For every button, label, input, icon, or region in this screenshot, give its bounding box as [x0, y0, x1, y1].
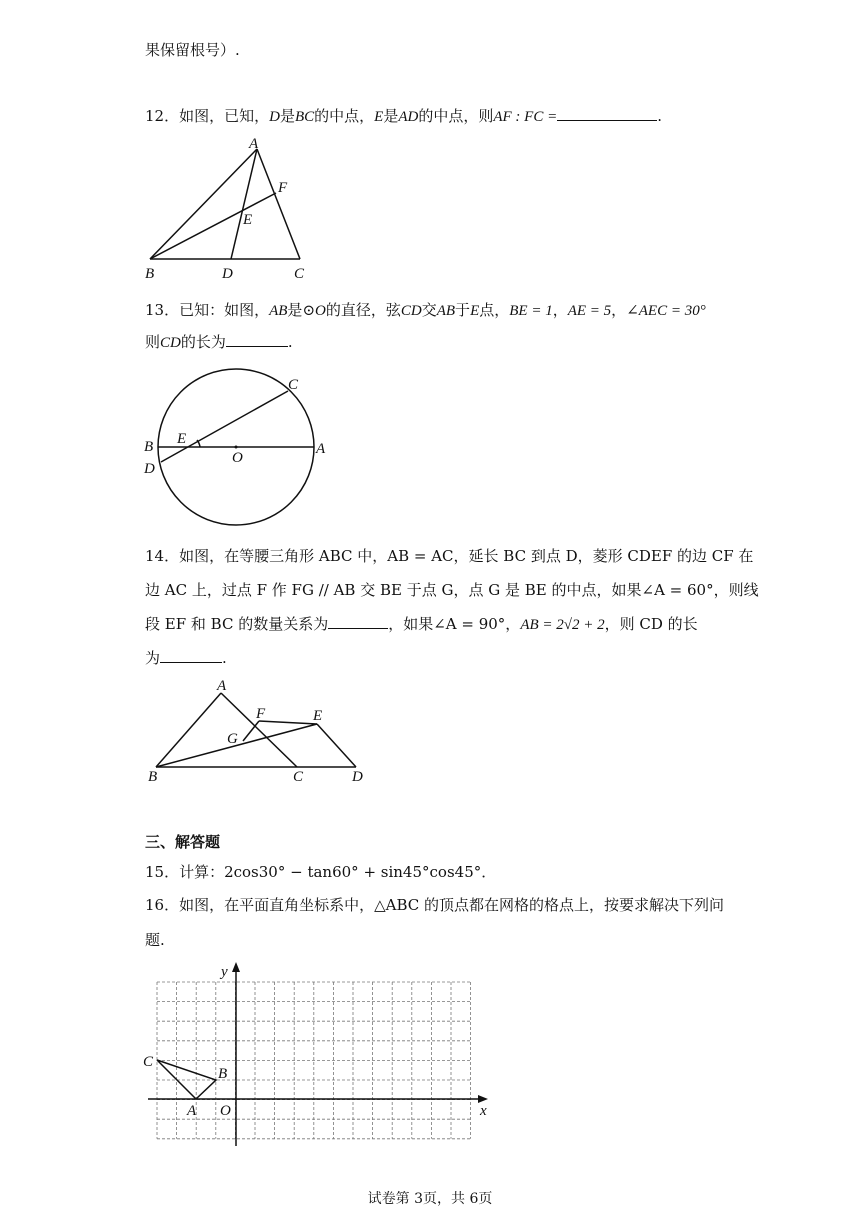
label-a: A [187, 1103, 197, 1119]
page-footer: 试卷第 3页，共 6页 [367, 1191, 493, 1207]
q12-answer-blank[interactable] [557, 106, 657, 121]
question-12-text [145, 106, 662, 127]
label-d: D [144, 461, 155, 477]
y-axis-arrow-icon [232, 962, 240, 972]
q13-text: 交 [421, 301, 437, 319]
question-15-text: 15．计算：2cos30° − tan60° + sin45°cos45°． [145, 863, 497, 881]
label-e: E [313, 708, 323, 724]
label-b: B [218, 1066, 228, 1082]
q13-circle-symbol: ⊙O [302, 303, 326, 319]
section-title: 三、解答题 [145, 833, 221, 851]
top-line: 果保留根号）. [145, 41, 240, 59]
q12-triangle-figure [140, 134, 320, 288]
segment-ab [150, 149, 257, 259]
q13-end: . [287, 333, 293, 351]
q13-angle: ∠AEC = 30° [626, 303, 706, 319]
segment-ad [231, 149, 257, 259]
q13-text: 点， [479, 301, 510, 319]
q12-var: E [374, 109, 384, 125]
q13-text: ， [552, 301, 568, 319]
label-b: B [145, 266, 155, 282]
segment-bf [150, 193, 276, 259]
question-13-line-2 [145, 332, 293, 353]
segment-ac [257, 149, 300, 259]
q12-ratio: AF : FC = [493, 109, 558, 125]
question-16-line-1: 16．如图，在平面直角坐标系中，△ABC 的顶点都在网格的格点上，按要求解决下列问 [145, 896, 725, 914]
q13-number: 13．已知：如图， [145, 301, 270, 319]
q13-ae: AE = 5 [567, 303, 612, 319]
q14-end: . [222, 649, 227, 667]
q13-circle-figure [140, 365, 340, 534]
q16-coordinate-grid [140, 960, 500, 1154]
label-g: G [227, 731, 238, 747]
label-e: E [177, 431, 187, 447]
label-f: F [256, 706, 266, 722]
label-b: B [148, 769, 158, 785]
q12-number: 12．如图，已知， [145, 107, 270, 125]
label-x: x [480, 1103, 487, 1119]
label-a: A [217, 678, 227, 694]
question-14-line-4 [145, 648, 227, 668]
label-c: C [294, 266, 305, 282]
chord-cd [161, 391, 288, 462]
grid-lines [157, 982, 471, 1139]
label-o: O [232, 450, 243, 466]
segment-ac [221, 693, 297, 767]
q14-text: ，如果∠A = 90°， [388, 615, 521, 633]
segment-fe [259, 721, 317, 724]
q12-var: D [269, 109, 280, 125]
q13-var: CD [400, 303, 422, 319]
x-axis-arrow-icon [478, 1095, 488, 1103]
q13-var: AB [269, 303, 288, 319]
q12-end: . [657, 107, 662, 125]
q13-text: ， [611, 301, 627, 319]
q13-var: E [470, 303, 480, 319]
label-c: C [293, 769, 304, 785]
q14-ab-value: AB = 2√2 + 2 [520, 617, 605, 633]
label-o: O [220, 1103, 231, 1119]
question-14-line-3 [145, 614, 698, 635]
q12-text: 的中点，则 [418, 107, 494, 125]
label-a: A [316, 441, 326, 457]
q13-text: 的直径，弦 [325, 301, 401, 319]
question-14-line-1: 14．如图，在等腰三角形 ABC 中，AB = AC，延长 BC 到点 D，菱形 CDEF 的边 CF 在 [145, 547, 754, 565]
q12-var: AD [398, 109, 419, 125]
label-c: C [143, 1054, 154, 1070]
label-d: D [222, 266, 233, 282]
triangle-abc [157, 1060, 216, 1099]
q12-text: 是 [279, 107, 295, 125]
label-c: C [288, 377, 299, 393]
q13-text: 则 [145, 333, 161, 351]
q12-text: 是 [383, 107, 399, 125]
q14-text: 为 [145, 649, 161, 667]
q13-var: AB [436, 303, 456, 319]
question-16-line-2: 题. [145, 931, 165, 949]
q14-text: ，则 CD 的长 [604, 615, 698, 633]
q14-answer-blank-2[interactable] [160, 648, 222, 663]
question-14-line-2: 边 AC 上，过点 F 作 FG // AB 交 BE 于点 G，点 G 是 BE 的中点，如果∠A = 60°，则线 [145, 581, 759, 599]
label-a: A [249, 136, 259, 152]
label-f: F [278, 180, 288, 196]
q13-be: BE = 1 [509, 303, 553, 319]
q14-rhombus-figure [140, 675, 380, 794]
segment-fg [243, 721, 259, 741]
label-d: D [352, 769, 363, 785]
center-dot [235, 446, 238, 449]
q13-text: 于 [455, 301, 471, 319]
q13-text: 的长为 [180, 333, 226, 351]
segment-ed [317, 724, 356, 767]
q14-answer-blank-1[interactable] [328, 614, 388, 629]
q14-text: 段 EF 和 BC 的数量关系为 [145, 615, 329, 633]
q13-answer-blank[interactable] [226, 332, 288, 347]
label-b: B [144, 439, 154, 455]
label-e: E [243, 212, 253, 228]
q12-var: BC [294, 109, 315, 125]
question-13-line-1 [145, 300, 706, 321]
q13-text: 是 [287, 301, 303, 319]
label-y: y [221, 964, 228, 980]
q12-text: 的中点， [314, 107, 375, 125]
segment-ab [156, 693, 221, 767]
q13-var: CD [160, 335, 181, 351]
